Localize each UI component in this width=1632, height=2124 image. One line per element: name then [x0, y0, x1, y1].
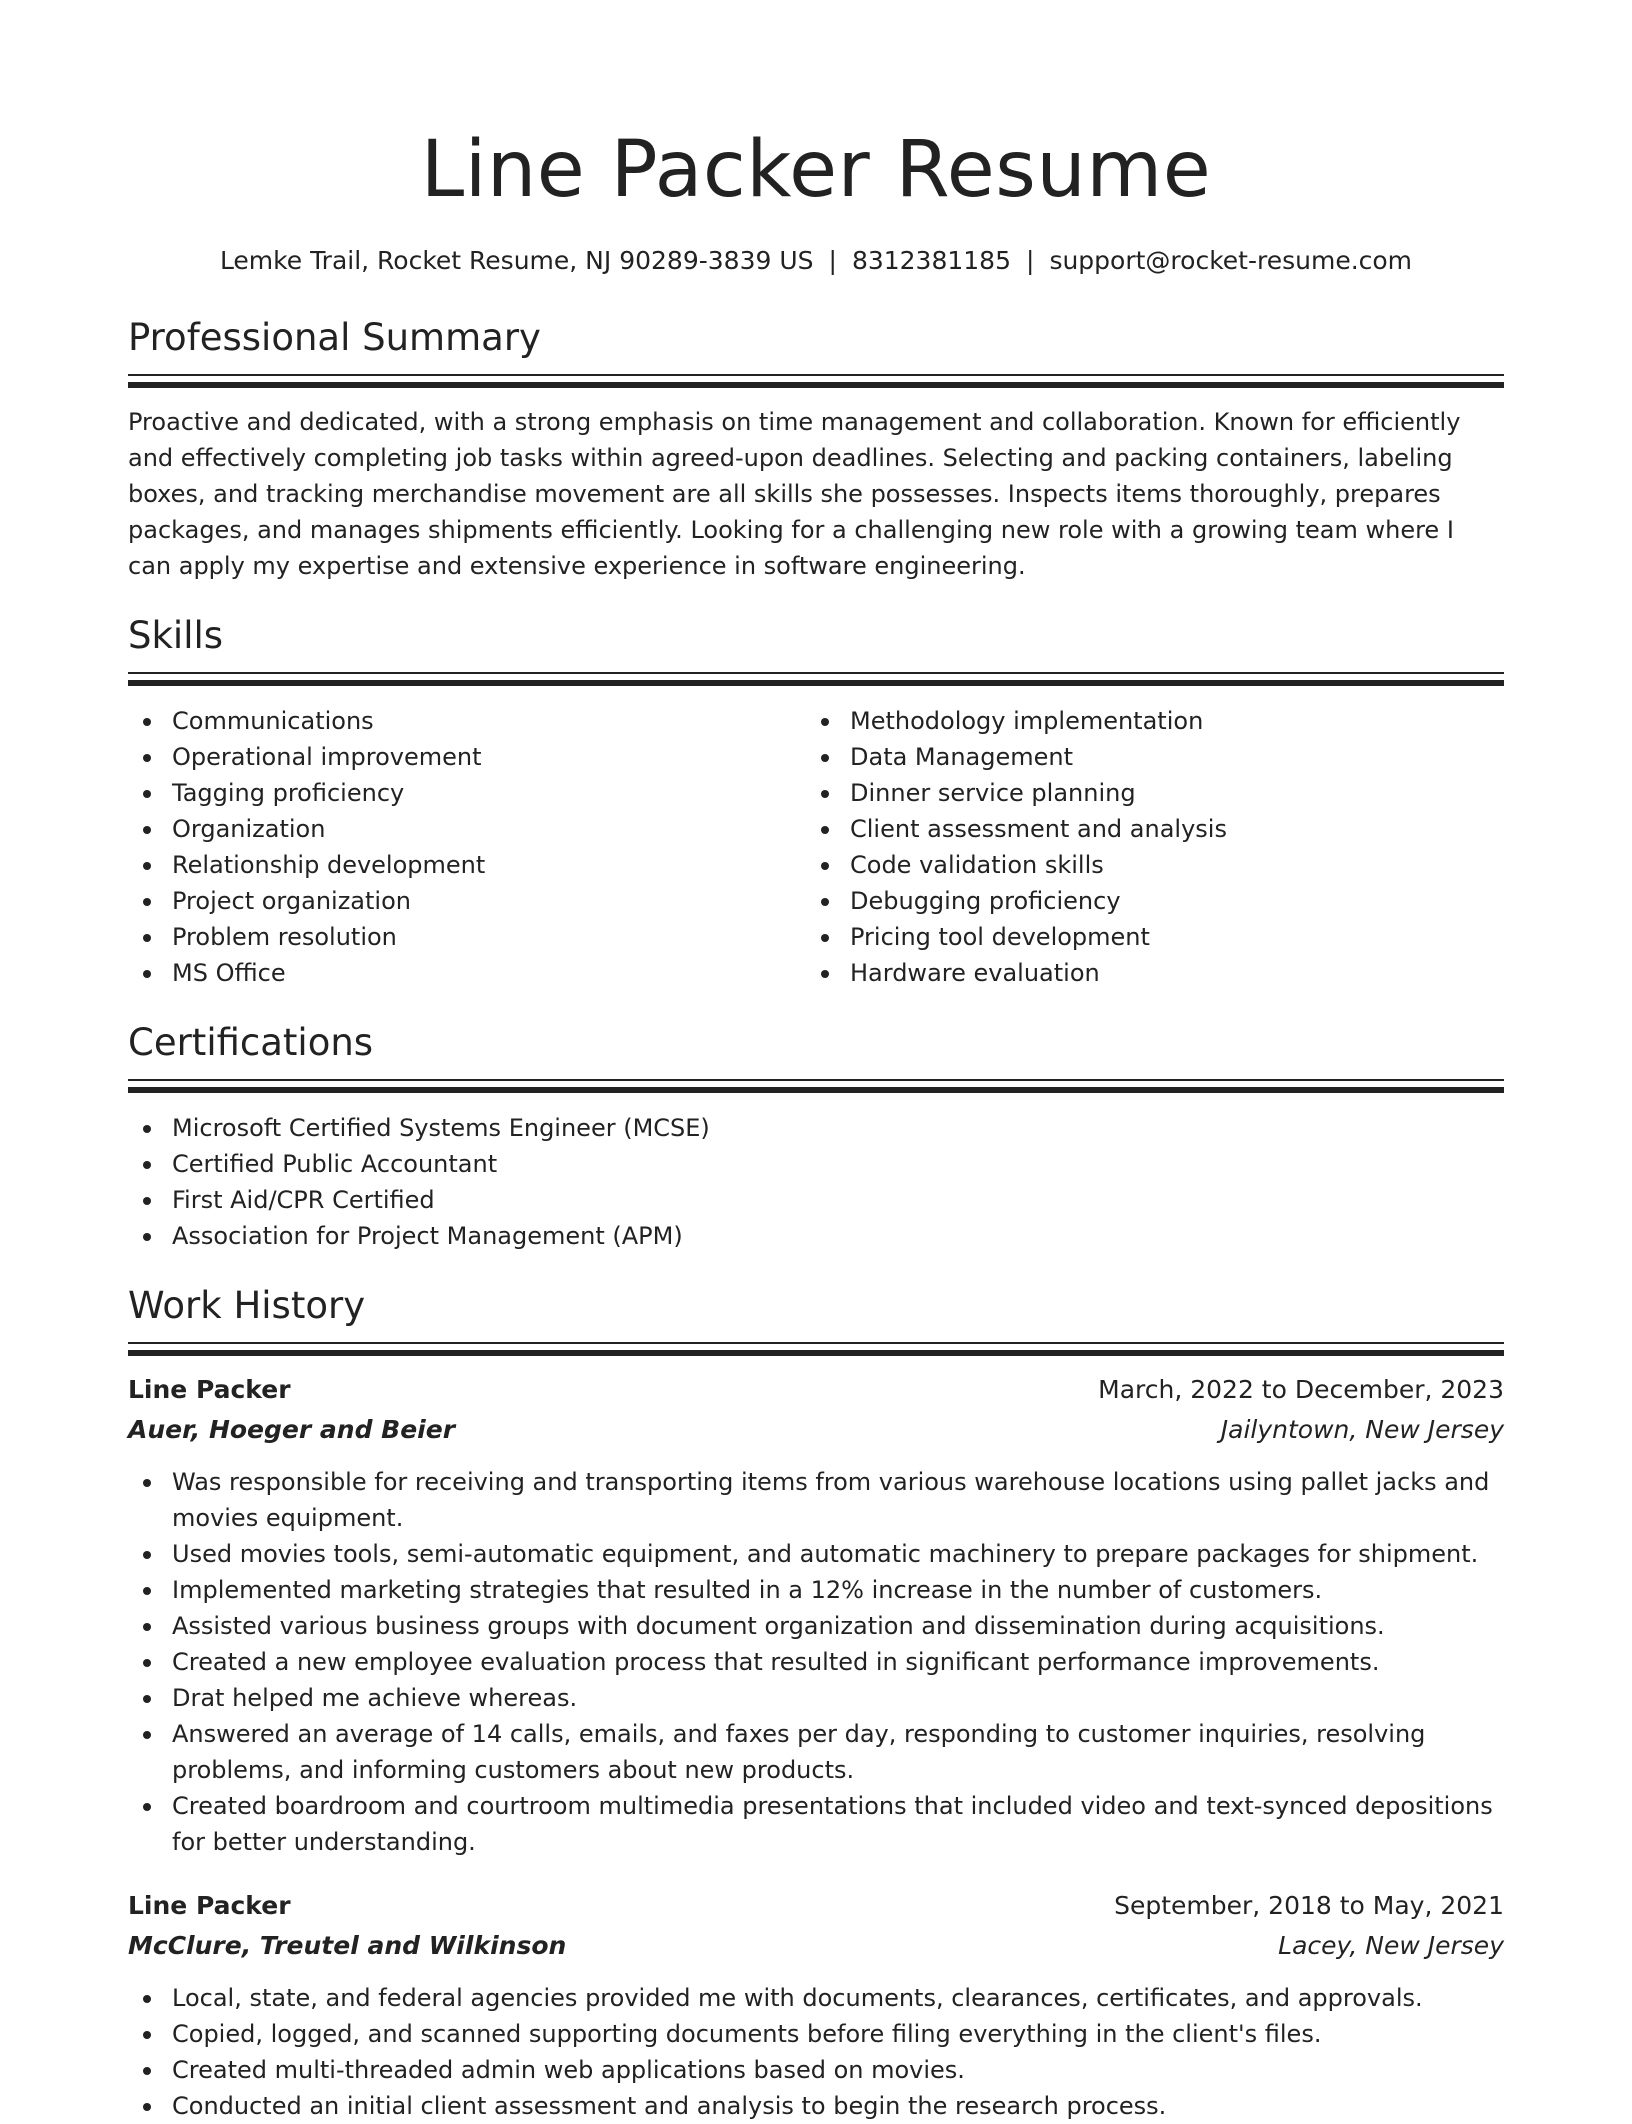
- job-dates: September, 2018 to May, 2021: [1114, 1891, 1504, 1920]
- job-dates: March, 2022 to December, 2023: [1098, 1375, 1504, 1404]
- skills-list-right: [806, 703, 1484, 991]
- job-duty: Used movies tools, semi-automatic equipment, and automatic machinery to prepare packages for shipment.: [128, 1536, 1504, 1572]
- job-header-row: [128, 1370, 1504, 1410]
- job-duty: Answered an average of 14 calls, emails, and faxes per day, responding to customer inquiries, resolving problems, and informing customers about new products.: [128, 1716, 1504, 1788]
- skill-item: Relationship development: [128, 847, 806, 883]
- skill-item: Operational improvement: [128, 739, 806, 775]
- certifications-section: [128, 1019, 1504, 1254]
- job-duty: Created a new employee evaluation process that resulted in significant performance improvements.: [128, 1644, 1504, 1680]
- skill-item: Pricing tool development: [806, 919, 1484, 955]
- skills-list-left: [128, 703, 806, 991]
- skill-item: Organization: [128, 811, 806, 847]
- summary-heading: Professional Summary: [128, 316, 541, 359]
- job-company: McClure, Treutel and Wilkinson: [128, 1931, 567, 1960]
- contact-email[interactable]: support@rocket-resume.com: [1049, 246, 1413, 275]
- job-company-row: [128, 1926, 1504, 1966]
- resume-title: Line Packer Resume: [420, 125, 1212, 215]
- skills-heading: Skills: [128, 614, 224, 657]
- contact-address: Lemke Trail, Rocket Resume, NJ 90289-3839 US: [219, 246, 814, 275]
- skill-item: Methodology implementation: [806, 703, 1484, 739]
- certifications-list: [128, 1110, 1504, 1254]
- work-history-heading: Work History: [128, 1284, 366, 1327]
- skill-item: Code validation skills: [806, 847, 1484, 883]
- job-duty: Copied, logged, and scanned supporting documents before filing everything in the client's files.: [128, 2016, 1504, 2052]
- work-history-section: [128, 1282, 1504, 2124]
- job-entry: [128, 1370, 1504, 1860]
- skills-section: [128, 612, 1504, 991]
- job-duties-list: [128, 1980, 1504, 2124]
- contact-phone: 8312381185: [851, 246, 1011, 275]
- skills-grid: [128, 703, 1504, 991]
- skill-item: Tagging proficiency: [128, 775, 806, 811]
- job-entry: [128, 1886, 1504, 2124]
- job-duty: Implemented marketing strategies that resulted in a 12% increase in the number of customers.: [128, 1572, 1504, 1608]
- certifications-heading: Certifications: [128, 1021, 374, 1064]
- job-duty: Conducted an initial client assessment and analysis to begin the research process.: [128, 2088, 1504, 2124]
- section-divider: [128, 672, 1504, 686]
- section-divider: [128, 1079, 1504, 1093]
- contact-separator: |: [1026, 246, 1035, 275]
- contact-separator: |: [828, 246, 837, 275]
- section-divider: [128, 374, 1504, 388]
- skill-item: MS Office: [128, 955, 806, 991]
- section-divider: [128, 1342, 1504, 1356]
- job-header-row: [128, 1886, 1504, 1926]
- job-title: Line Packer: [128, 1891, 291, 1920]
- skill-item: Project organization: [128, 883, 806, 919]
- job-company: Auer, Hoeger and Beier: [128, 1415, 456, 1444]
- skill-item: Data Management: [806, 739, 1484, 775]
- job-duties-list: [128, 1464, 1504, 1860]
- certification-item: Association for Project Management (APM): [128, 1218, 1504, 1254]
- job-duty: Created boardroom and courtroom multimedia presentations that included video and text-synced depositions for better understanding.: [128, 1788, 1504, 1860]
- job-duty: Assisted various business groups with document organization and dissemination during acquisitions.: [128, 1608, 1504, 1644]
- skill-item: Communications: [128, 703, 806, 739]
- contact-line: [128, 244, 1504, 278]
- job-title: Line Packer: [128, 1375, 291, 1404]
- skill-item: Hardware evaluation: [806, 955, 1484, 991]
- job-company-row: [128, 1410, 1504, 1450]
- summary-section: [128, 314, 1504, 584]
- job-duty: Drat helped me achieve whereas.: [128, 1680, 1504, 1716]
- job-location: Jailyntown, New Jersey: [1220, 1415, 1504, 1444]
- certification-item: Microsoft Certified Systems Engineer (MCSE): [128, 1110, 1504, 1146]
- certification-item: First Aid/CPR Certified: [128, 1182, 1504, 1218]
- job-duty: Was responsible for receiving and transporting items from various warehouse locations using pallet jacks and movies equipment.: [128, 1464, 1504, 1536]
- job-location: Lacey, New Jersey: [1278, 1931, 1504, 1960]
- summary-text: Proactive and dedicated, with a strong emphasis on time management and collaboration. Known for efficiently and effectively completing job tasks within agreed-upon deadlines. Selecting and packing containers, labeling boxes, and tracking merchandise movement are all skills she possesses. Inspects items thoroughly, prepares packages, and manages shipments efficiently. Looking for a challenging new role with a growing team where I can apply my expertise and extensive experience in software engineering.: [128, 408, 1461, 580]
- skill-item: Problem resolution: [128, 919, 806, 955]
- job-duty: Created multi-threaded admin web applications based on movies.: [128, 2052, 1504, 2088]
- job-duty: Local, state, and federal agencies provided me with documents, clearances, certificates, and approvals.: [128, 1980, 1504, 2016]
- certification-item: Certified Public Accountant: [128, 1146, 1504, 1182]
- skill-item: Debugging proficiency: [806, 883, 1484, 919]
- skill-item: Client assessment and analysis: [806, 811, 1484, 847]
- skill-item: Dinner service planning: [806, 775, 1484, 811]
